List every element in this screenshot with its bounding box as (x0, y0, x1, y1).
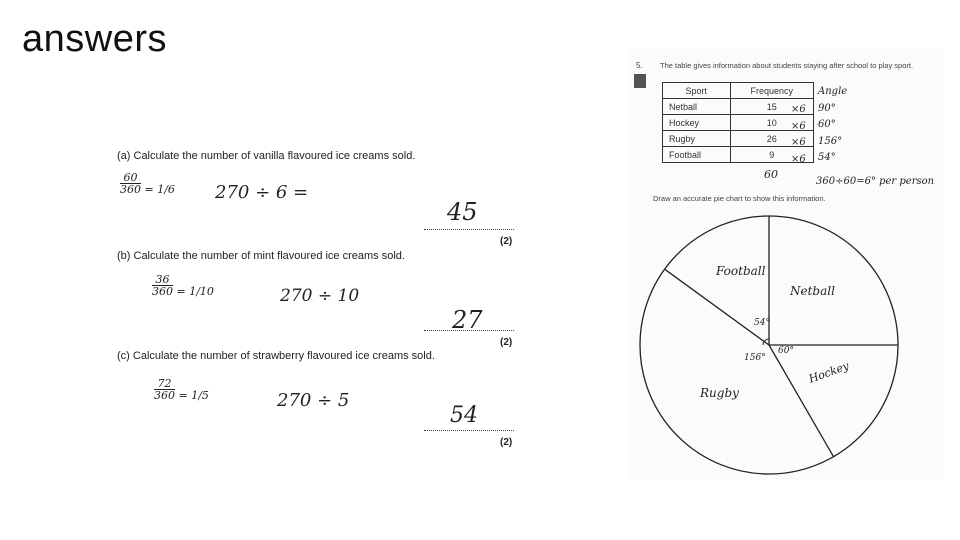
working-c: 270 ÷ 5 (277, 390, 350, 411)
per-person-note: 360÷60=6° per person (816, 176, 935, 187)
slide-title: answers (22, 18, 167, 60)
answer-line-b (424, 330, 514, 331)
pie-radius (769, 345, 834, 457)
cell-sport: Hockey (663, 115, 731, 131)
fraction-b: $\frac{36}{360} = 1/10$ (152, 273, 214, 298)
question-c: (c) Calculate the number of strawberry flavoured ice creams sold. (117, 350, 435, 362)
cell-frequency: 15 (730, 99, 813, 115)
marks-a: (2) (500, 236, 513, 247)
question-b: (b) Calculate the number of mint flavoured ice creams sold. (117, 250, 405, 262)
cell-frequency: 26 (730, 131, 813, 147)
header-sport: Sport (663, 83, 731, 99)
marks-c: (2) (500, 437, 513, 448)
angle-label-rugby: 156° (744, 353, 766, 363)
right-worksheet (628, 48, 944, 480)
pie-label-rugby: Rugby (700, 386, 739, 400)
instruction: Draw an accurate pie chart to show this information. (653, 194, 826, 203)
pie-chart (628, 48, 944, 480)
question-number: 5. (636, 61, 643, 70)
cell-frequency: 9 (730, 147, 813, 163)
multipliers: ×6 ×6 ×6 ×6 (791, 104, 806, 165)
cell-sport: Netball (663, 99, 731, 115)
working-a: 270 ÷ 6 = (215, 182, 309, 203)
marks-b: (2) (500, 337, 513, 348)
frequency-total: 60 (764, 168, 778, 181)
answer-b: 27 (452, 306, 483, 334)
answer-c: 54 (450, 403, 478, 428)
pie-label-football: Football (716, 264, 766, 278)
pie-radius (665, 269, 769, 345)
fraction-c: $\frac{72}{360} = 1/5$ (154, 377, 209, 402)
question-intro: The table gives information about students staying after school to play sport. (660, 61, 914, 70)
fraction-a: $\frac{60}{360} = 1/6$ (120, 171, 175, 196)
header-frequency: Frequency (730, 83, 813, 99)
angle-column: Angle 90° 60° 156° 54° (818, 86, 848, 163)
answer-a: 45 (447, 198, 478, 226)
pie-label-netball: Netball (790, 284, 835, 298)
angle-label-hockey: 60° (778, 346, 794, 356)
pie-label-hockey: Hockey (807, 359, 851, 386)
angle-label-football: 54° (754, 318, 770, 328)
cell-sport: Rugby (663, 131, 731, 147)
answer-line-a (424, 229, 514, 230)
answer-line-c (424, 430, 514, 431)
working-b: 270 ÷ 10 (280, 286, 360, 306)
cell-frequency: 10 (730, 115, 813, 131)
cell-sport: Football (663, 147, 731, 163)
question-a: (a) Calculate the number of vanilla flavoured ice creams sold. (117, 150, 416, 162)
